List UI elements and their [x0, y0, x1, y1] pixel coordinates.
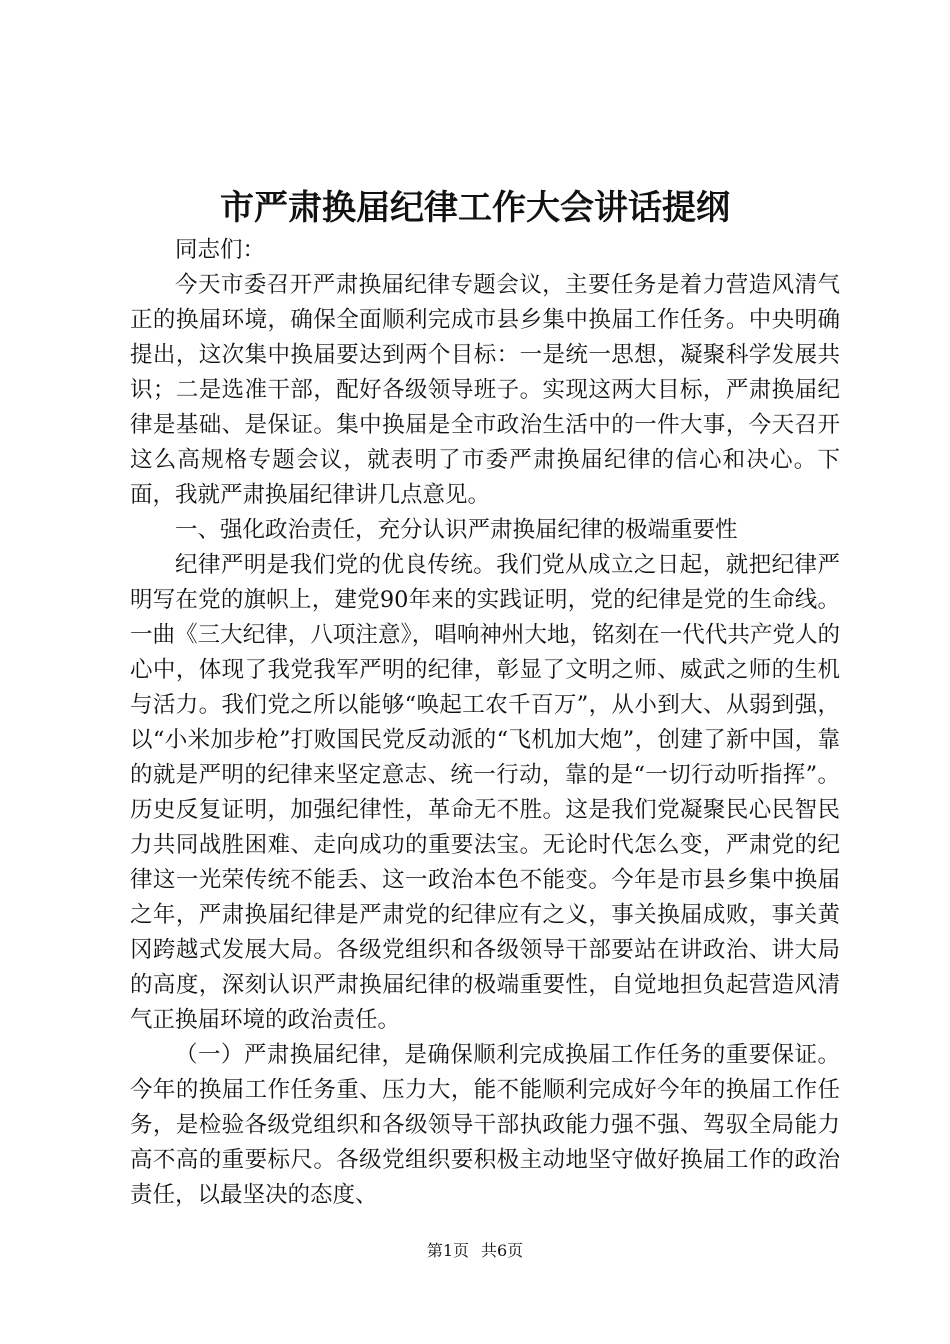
- document-body: [130, 233, 840, 1213]
- page-number: 第1页: [426, 1241, 469, 1260]
- salutation: 同志们：: [175, 237, 266, 263]
- paragraph-intro: 今天市委召开严肃换届纪律专题会议，主要任务是着力营造风清气正的换届环境，确保全面顺利完成市县乡集中换届工作任务。中央明确提出，这次集中换届要达到两个目标：一是统一思想，凝聚科学发展共识；二是选准干部，配好各级领导班子。实现这两大目标，严肃换届纪律是基础、是保证。集中换届是全市政治生活中的一件大事，今天召开这么高规格专题会议，就表明了市委严肃换届纪律的信心和决心。下面，我就严肃换届纪律讲几点意见。: [130, 272, 840, 508]
- page-total: 共6页: [481, 1241, 524, 1260]
- section-heading-1: 一、强化政治责任，充分认识严肃换届纪律的极端重要性: [175, 517, 738, 543]
- document-title: 市严肃换届纪律工作大会讲话提纲: [220, 188, 730, 228]
- page-footer: [0, 1240, 950, 1262]
- paragraph-discipline: 纪律严明是我们党的优良传统。我们党从成立之日起，就把纪律严明写在党的旗帜上，建党90年来的实践证明，党的纪律是党的生命线。一曲《三大纪律，八项注意》，唱响神州大地，铭刻在一代代共产党人的心中，体现了我党我军严明的纪律，彰显了文明之师、威武之师的生机与活力。我们党之所以能够“唤起工农千百万”，从小到大、从弱到强，以“小米加步枪”打败国民党反动派的“飞机加大炮”，创建了新中国，靠的就是严明的纪律来坚定意志、统一行动，靠的是“一切行动听指挥”。历史反复证明，加强纪律性，革命无不胜。这是我们党凝聚民心民智民力共同战胜困难、走向成功的重要法宝。无论时代怎么变，严肃党的纪律这一光荣传统不能丢、这一政治本色不能变。今年是市县乡集中换届之年，严肃换届纪律是严肃党的纪律应有之义，事关换届成败，事关黄冈跨越式发展大局。各级党组织和各级领导干部要站在讲政治、讲大局的高度，深刻认识严肃换届纪律的极端重要性，自觉地担负起营造风清气正换届环境的政治责任。: [130, 552, 840, 1033]
- paragraph-subsection-1: （一）严肃换届纪律，是确保顺利完成换届工作任务的重要保证。今年的换届工作任务重、压力大，能不能顺利完成好今年的换届工作任务，是检验各级党组织和各级领导干部执政能力强不强、驾驭全局能力高不高的重要标尺。各级党组织要积极主动地坚守做好换届工作的政治责任，以最坚决的态度、: [130, 1042, 840, 1208]
